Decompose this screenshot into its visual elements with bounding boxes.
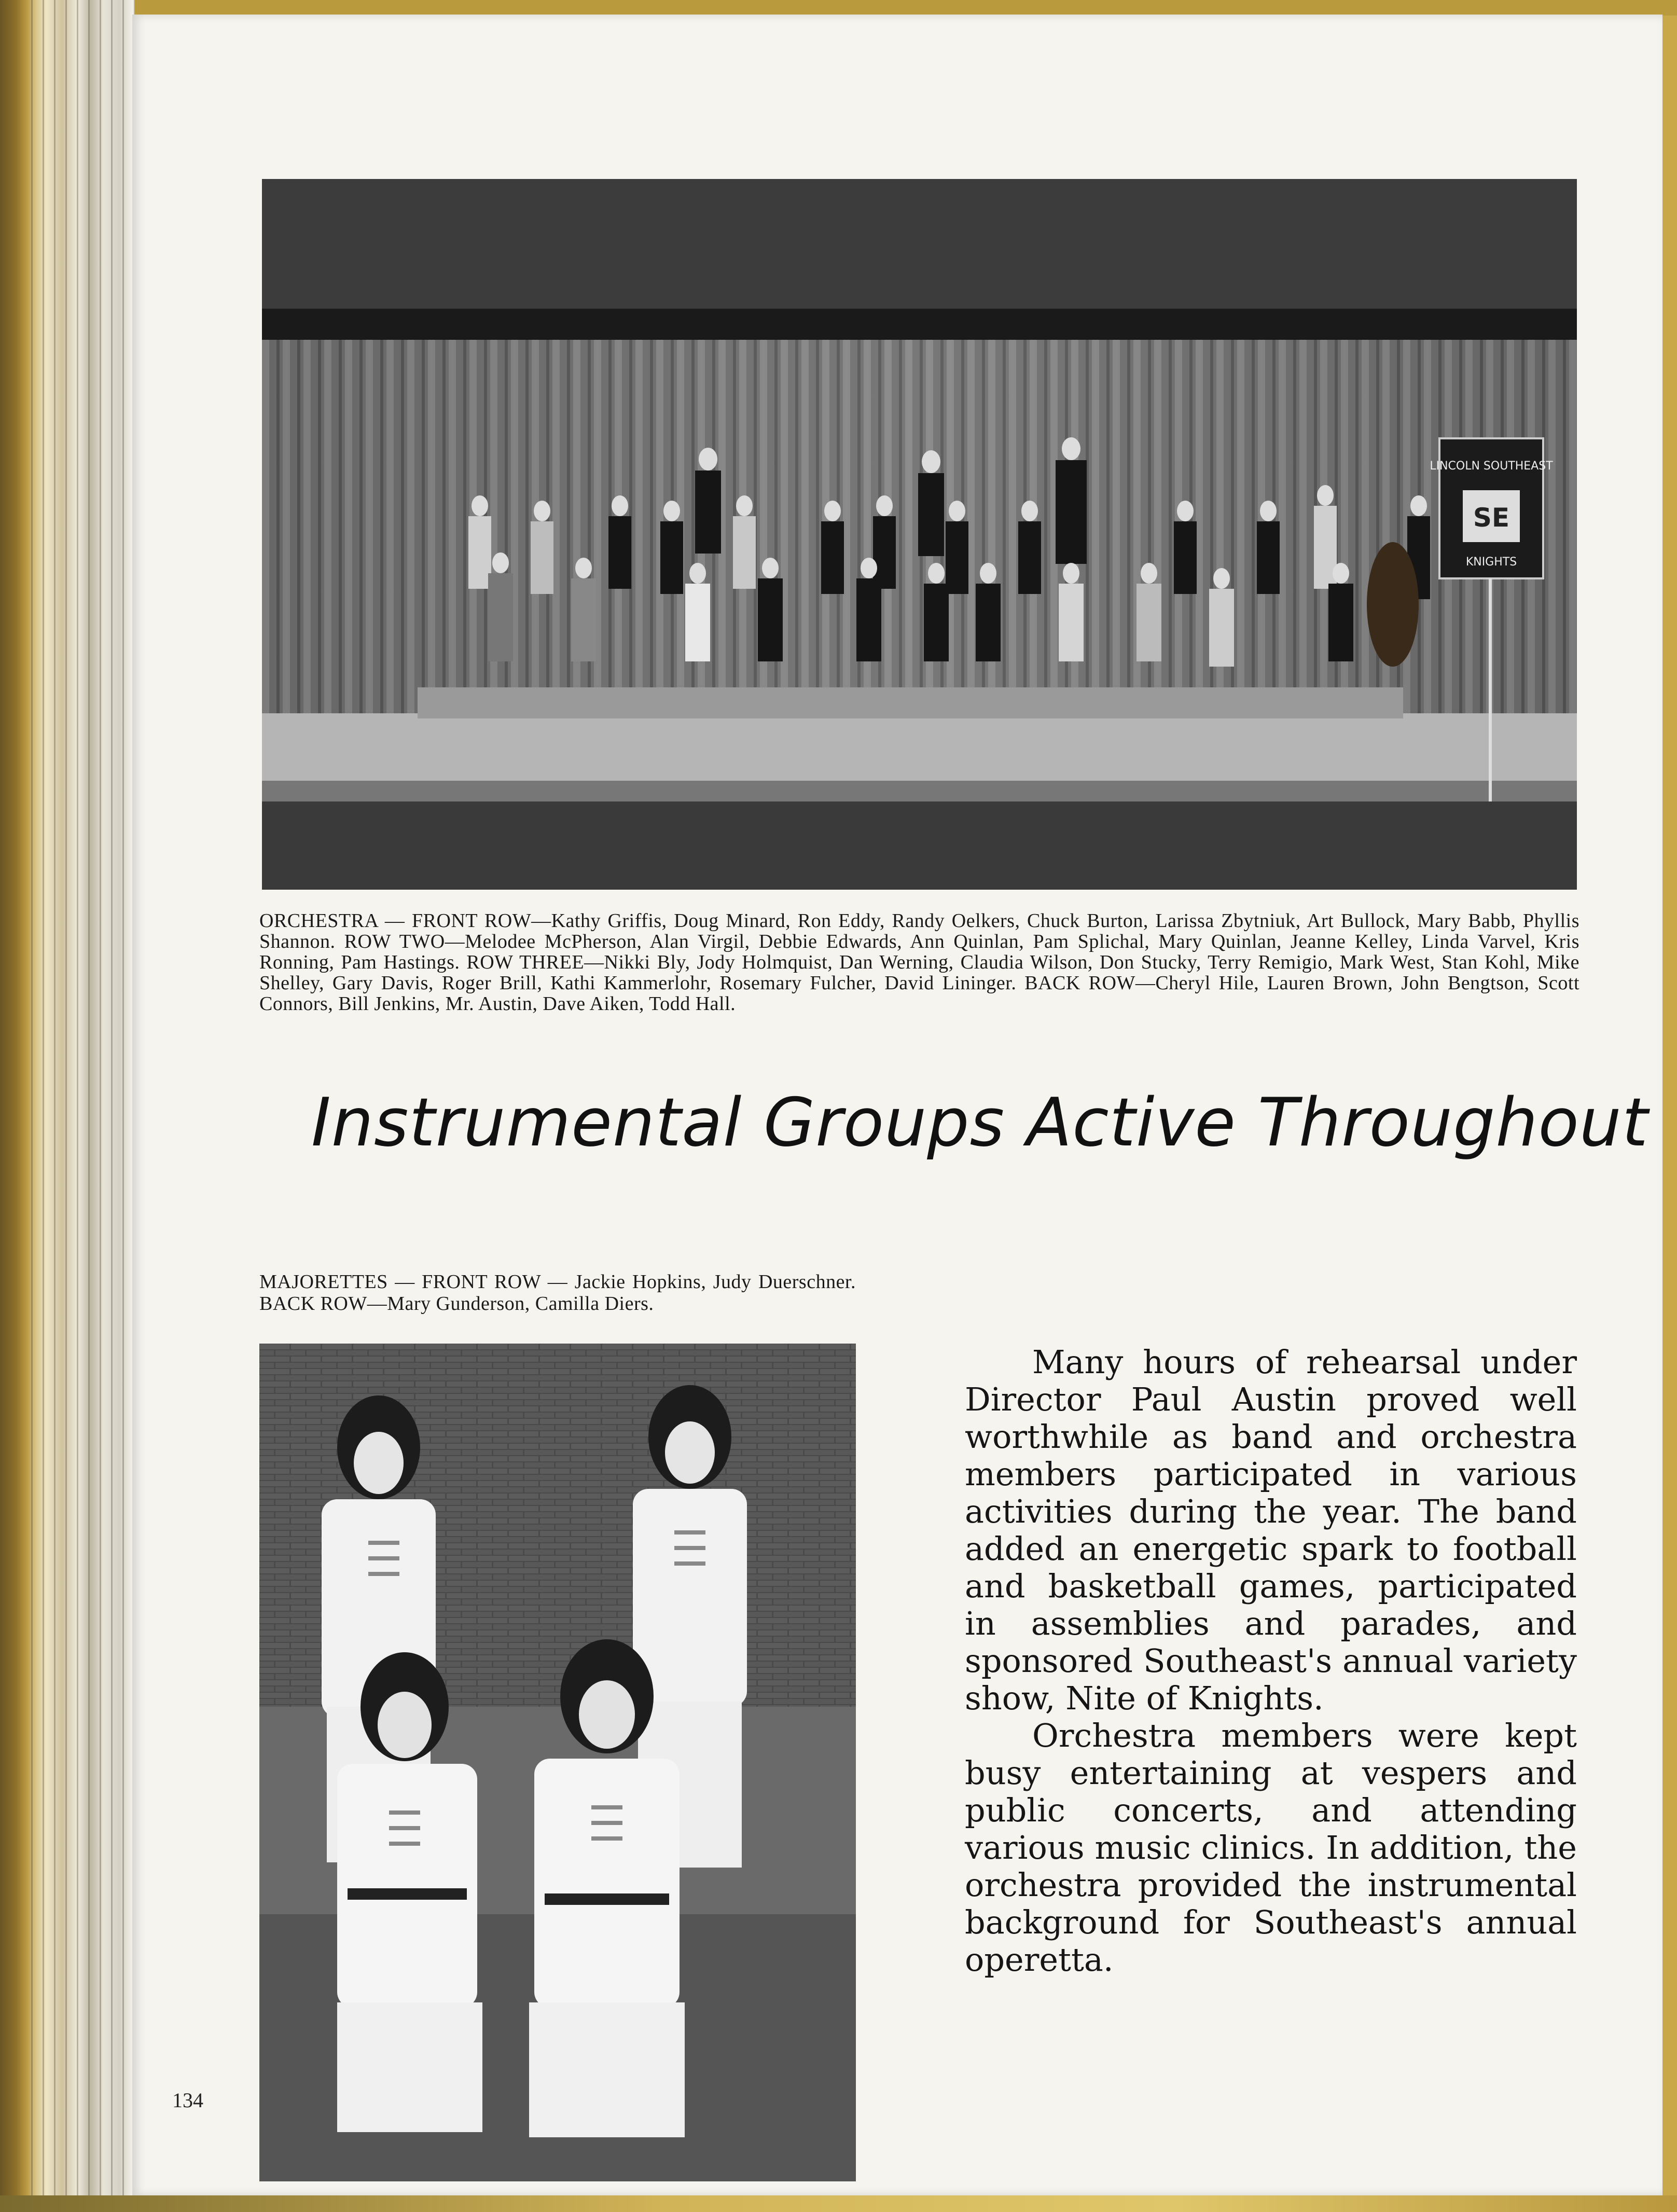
majorettes-photo [259,1344,856,2181]
majorettes-caption: MAJORETTES — FRONT ROW — Jackie Hopkins, Judy Duerschner. BACK ROW—Mary Gunderson, Camilla Diers. [259,1271,856,1315]
page-number: 134 [172,2089,203,2112]
book-bottom-edge [0,2195,1677,2212]
banner-letters: SE [1473,503,1510,533]
banner-text: LINCOLN SOUTHEAST [1430,460,1553,473]
article-paragraph-1: Many hours of rehearsal under Director Paul Austin proved well worthwhile as band and orchestra members participated in various activities during the year. The band added an energetic spark to football and basketball games, participated in assemblies and parades, and sponsored Southeast's annual variety show, Nite of Knights. [965,1343,1577,1717]
banner-sub: KNIGHTS [1465,556,1517,569]
orchestra-photo [262,179,1577,890]
page-headline: Instrumental Groups Active Throughout [311,1084,1649,1162]
book-top-edge [0,0,1677,16]
article-paragraph-2: Orchestra members were kept busy entertaining at vespers and public concerts, and attending various music clinics. In addition, the orchestra provided the instrumental background for Southeast's annual operetta. [965,1717,1577,1979]
page-edges [31,0,135,2212]
orchestra-caption: ORCHESTRA — FRONT ROW—Kathy Griffis, Doug Minard, Ron Eddy, Randy Oelkers, Chuck Burton, Larissa Zbytniuk, Art Bullock, Mary Babb, Phyllis Shannon. ROW TWO—Melodee McPherson, Alan Virgil, Debbie Edwards, Ann Quinlan, Pam Splichal, Mary Quinlan, Jeanne Kelley, Linda Varvel, Kris Ronning, Pam Hastings. ROW THREE—Nikki Bly, Jody Holmquist, Dan Werning, Claudia Wilson, Don Stucky, Terry Remigio, Mark West, Stan Kohl, Mike Shelley, Gary Davis, Roger Brill, Kathi Kammerlohr, Rosemary Fulcher, David Lininger. BACK ROW—Cheryl Hile, Lauren Brown, John Bengtson, Scott Connors, Bill Jenkins, Mr. Austin, Dave Aiken, Todd Hall. [259,910,1579,1015]
article-body [965,1344,1577,1979]
